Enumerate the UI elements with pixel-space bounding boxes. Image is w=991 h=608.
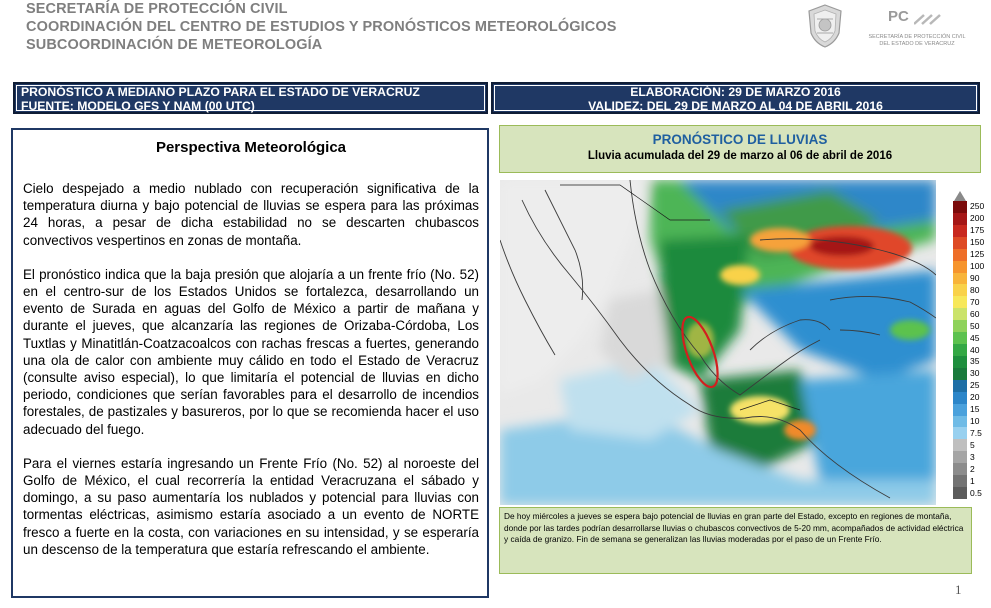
rain-forecast-subtitle: Lluvia acumulada del 29 de marzo al 06 de abril de 2016: [587, 150, 893, 162]
legend-label: 25: [970, 380, 980, 391]
perspective-paragraph-3: Para el viernes estaría ingresando un Frente Frío (No. 52) al noroeste del Golfo de México, el cual recorrería la entidad Veracruzana el sábado y domingo, a su paso aumentaría los nublados y potencial para lluvias con tormentas eléctricas, asimismo estaría asociado a un evento de NORTE fresco a fuerte en la costa, con variaciones en su intensidad, y se esperaría un descenso de la temperatura que estaría refrescando el ambiente.: [23, 455, 479, 557]
legend-label: 100: [970, 261, 985, 272]
legend-label: 45: [970, 332, 980, 343]
rainfall-map: [500, 180, 936, 505]
logo-stripe-icon: [914, 14, 948, 26]
logo-line-2: DEL ESTADO DE VERACRUZ: [879, 41, 955, 47]
legend-swatch: [953, 368, 967, 380]
legend-label: 200: [970, 213, 985, 224]
legend-label: 125: [970, 249, 985, 260]
legend-label: 40: [970, 344, 980, 355]
legend-label: 5: [970, 439, 975, 450]
legend-swatch: [953, 273, 967, 285]
legend-swatch: [953, 213, 967, 225]
legend-swatch: [953, 332, 967, 344]
legend-swatch: [953, 404, 967, 416]
perspective-paragraph-1: Cielo despejado a medio nublado con recuperación significativa de la temperatura diurna y bajo potencial de lluvias se espera para las próximas 24 horas, a pesar de dicha estabilidad no se descarten chubascos convectivos vespertinos en zonas de montaña.: [23, 181, 479, 248]
rain-forecast-header: [499, 125, 981, 173]
rain-forecast-caption: De hoy miércoles a jueves se espera bajo potencial de lluvias en gran parte del Estado, excepto en regiones de montaña, donde por las tardes podrían desarrollarse lluvias o chubascos convectivos de 5-20 mm, acompañados de actividad eléctrica y caída de granizo. Fin de semana se generalizan las lluvias moderadas por el paso de un Frente Frío.: [499, 507, 972, 574]
legend-swatch: [953, 261, 967, 273]
legend-label: 7.5: [970, 427, 982, 438]
legend-label: 2: [970, 463, 975, 474]
legend-swatch: [953, 416, 967, 428]
perspective-paragraph-2: El pronóstico indica que la baja presión que alojaría a un frente frío (No. 52) en el centro-sur de los Estados Unidos se fortalezca, desarrollando un evento de Surada en aguas del Golfo de México a partir de mañana y durante el jueves, que alcanzaría las regiones de Orizaba-Córdoba, Los Tuxtlas y Minatitlán-Coatzacoalcos con rachas frescas a fuertes, generando una ola de calor con ambiente muy cálido en todo el Estado de Veracruz (consulte aviso especial), lo que limitaría el potencial de lluvias en dicho periodo, condiciones que serían favorables para el desarrollo de incendios forestales, de pastizales y basureros, por lo que se recomienda hacer el uso adecuado del fuego.: [23, 266, 479, 437]
legend-color-bar: [953, 201, 967, 499]
legend-label: 1: [970, 475, 975, 486]
header-agency: SECRETARÍA DE PROTECCIÓN CIVIL: [26, 1, 288, 17]
rain-forecast-title: PRONÓSTICO DE LLUVIAS: [652, 132, 828, 147]
legend-swatch: [953, 380, 967, 392]
legend-label: 60: [970, 308, 980, 319]
legend-swatch: [953, 296, 967, 308]
page-number: 1: [955, 582, 962, 597]
legend-label: 20: [970, 392, 980, 403]
legend-label: 80: [970, 284, 980, 295]
legend-swatch: [953, 237, 967, 249]
legend-swatch: [953, 249, 967, 261]
legend-swatch: [953, 475, 967, 487]
legend-label: 250: [970, 201, 985, 212]
validity-banner: [491, 82, 980, 114]
legend-swatch: [953, 308, 967, 320]
legend-swatch: [953, 284, 967, 296]
legend-label: 30: [970, 368, 980, 379]
legend-swatch: [953, 392, 967, 404]
legend-swatch: [953, 427, 967, 439]
legend-swatch: [953, 463, 967, 475]
legend-swatch: [953, 320, 967, 332]
legend-swatch: [953, 439, 967, 451]
header-coordination: COORDINACIÓN DEL CENTRO DE ESTUDIOS Y PRONÓSTICOS METEOROLÓGICOS: [26, 19, 617, 35]
rainfall-legend: [950, 190, 990, 505]
forecast-info-banner: [13, 82, 488, 114]
legend-label: 70: [970, 296, 980, 307]
legend-swatch: [953, 451, 967, 463]
legend-label: 10: [970, 416, 980, 427]
perspective-title: Perspectiva Meteorológica: [155, 139, 347, 156]
perspective-panel: [11, 128, 489, 598]
banner-forecast-title: PRONÓSTICO A MEDIANO PLAZO PARA EL ESTADO DE VERACRUZ: [21, 85, 420, 99]
banner-validity-range: VALIDEZ: DEL 29 DE MARZO AL 04 DE ABRIL 2016: [588, 99, 883, 113]
banner-source: FUENTE: MODELO GFS Y NAM (00 UTC): [21, 99, 255, 113]
legend-label: 35: [970, 356, 980, 367]
legend-label: 15: [970, 404, 980, 415]
header-subcoordination: SUBCOORDINACIÓN DE METEOROLOGÍA: [26, 37, 323, 53]
legend-swatch: [953, 356, 967, 368]
legend-swatch: [953, 201, 967, 213]
legend-swatch: [953, 344, 967, 356]
legend-label: 50: [970, 320, 980, 331]
legend-label: 3: [970, 451, 975, 462]
legend-label: 175: [970, 225, 985, 236]
logo-line-1: SECRETARÍA DE PROTECCIÓN CIVIL: [868, 34, 966, 40]
banner-elaboration-date: ELABORACIÓN: 29 DE MARZO 2016: [630, 85, 841, 99]
legend-label: 150: [970, 237, 985, 248]
legend-label: 0.5: [970, 487, 982, 498]
legend-swatch: [953, 225, 967, 237]
legend-label: 90: [970, 272, 980, 283]
legend-swatch: [953, 487, 967, 499]
state-seal-logo: [805, 3, 845, 49]
pc-logo-mark: PC: [888, 8, 909, 25]
proteccion-civil-logo: [858, 4, 976, 52]
